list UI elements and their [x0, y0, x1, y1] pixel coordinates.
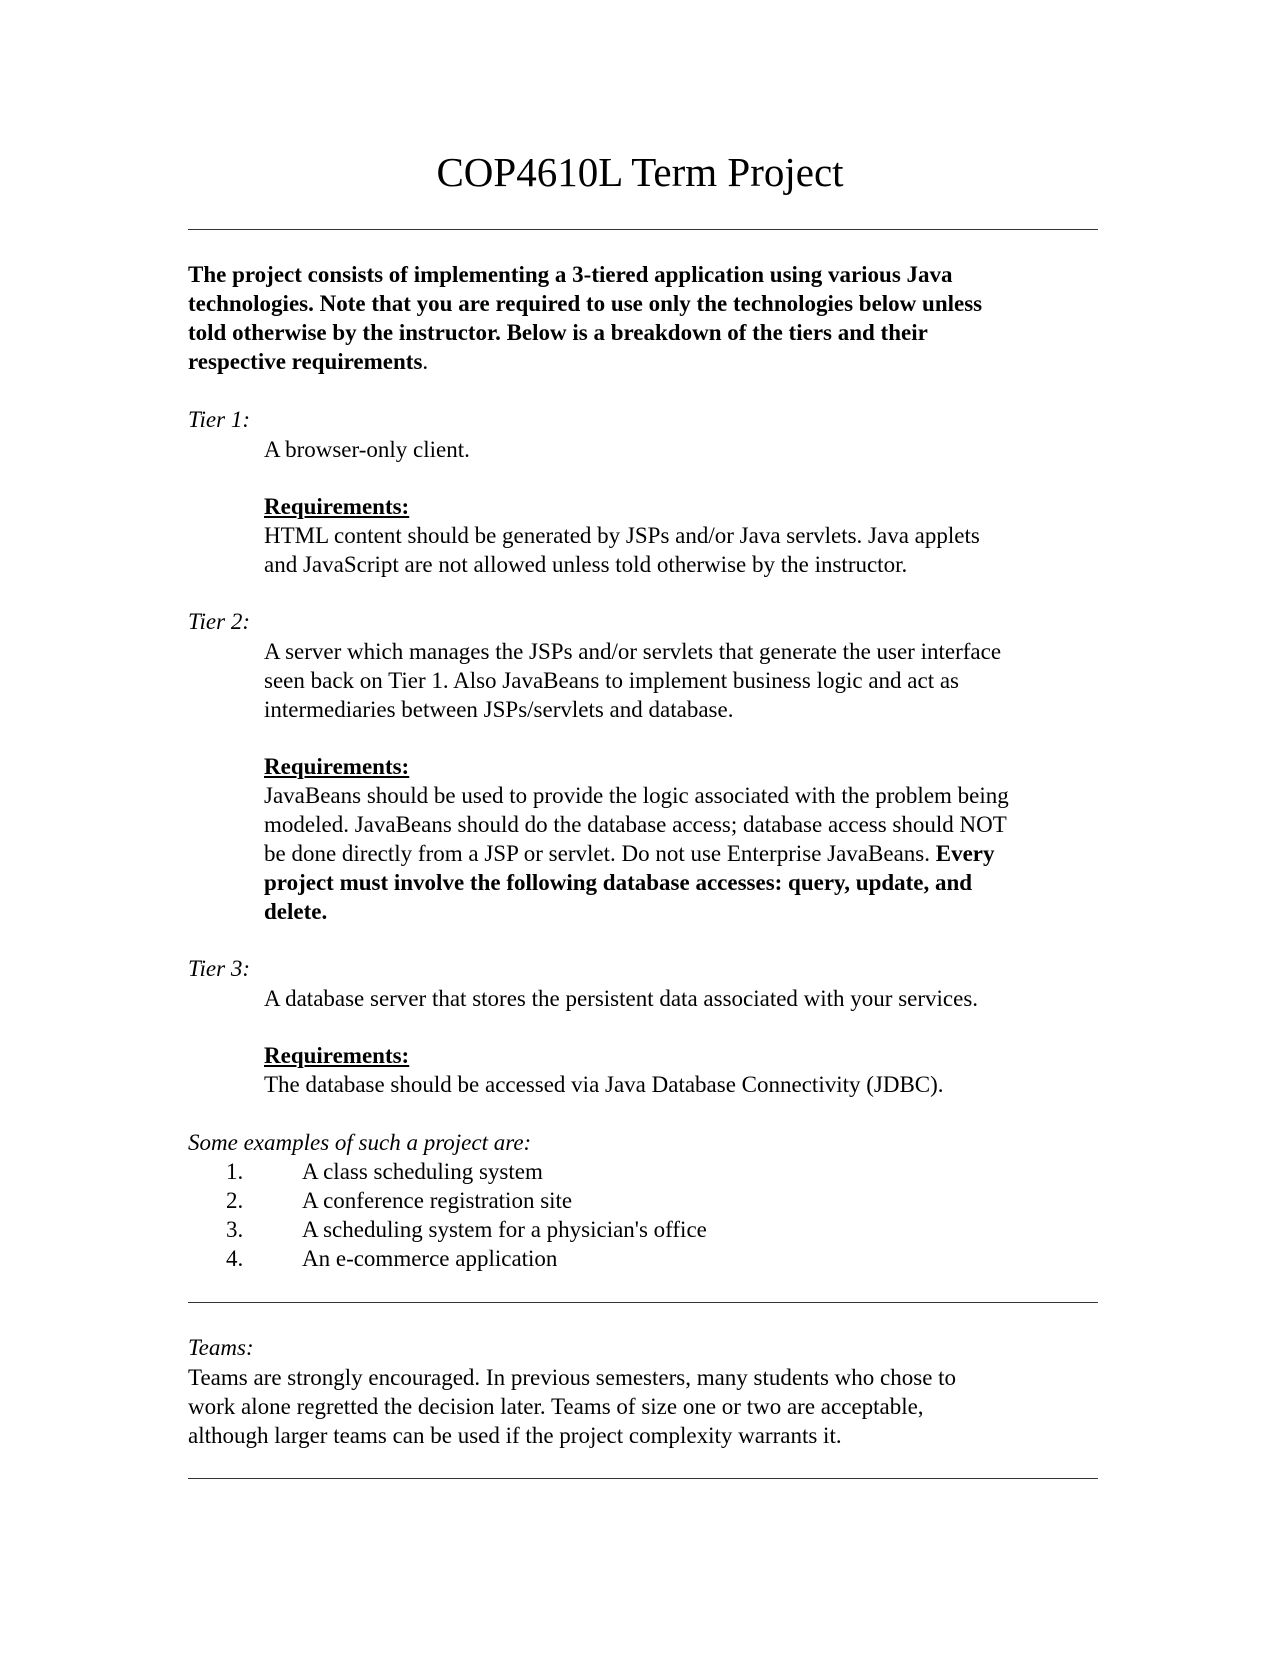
list-item — [226, 1186, 707, 1215]
requirement-bold: project must involve the following database accesses: query, update, and — [264, 870, 973, 895]
tier2-label: Tier 2: — [188, 609, 250, 634]
requirements-heading: Requirements: — [264, 1043, 410, 1068]
teams-line: although larger teams can be used if the project complexity warrants it. — [188, 1423, 842, 1448]
tier3-requirements — [264, 1041, 944, 1099]
divider — [188, 1478, 1098, 1479]
requirement-bold: delete. — [264, 899, 328, 924]
requirements-heading: Requirements: — [264, 754, 410, 779]
list-number: 2. — [226, 1188, 244, 1213]
teams-label: Teams: — [188, 1335, 254, 1360]
requirement-line: and JavaScript are not allowed unless told otherwise by the instructor. — [264, 552, 908, 577]
description-line: A server which manages the JSPs and/or servlets that generate the user interface — [264, 639, 1002, 664]
intro-period: . — [422, 349, 429, 374]
intro-paragraph — [188, 260, 982, 376]
intro-line: told otherwise by the instructor. Below is a breakdown of the tiers and their — [188, 320, 928, 345]
list-text: A conference registration site — [302, 1188, 573, 1213]
list-number: 4. — [226, 1246, 244, 1271]
requirement-line: be done directly from a JSP or servlet. Do not use Enterprise JavaBeans. — [264, 841, 936, 866]
requirement-line: The database should be accessed via Java Database Connectivity (JDBC). — [264, 1072, 944, 1097]
tier2-requirements — [264, 752, 1009, 926]
requirement-line: JavaBeans should be used to provide the logic associated with the problem being — [264, 783, 1009, 808]
list-number: 3. — [226, 1217, 244, 1242]
tier1-label: Tier 1: — [188, 407, 250, 432]
list-text: A class scheduling system — [302, 1159, 543, 1184]
list-item — [226, 1244, 707, 1273]
intro-line: respective requirements — [188, 349, 423, 374]
examples-list — [226, 1157, 707, 1273]
list-text: An e-commerce application — [302, 1246, 558, 1271]
list-item — [226, 1215, 707, 1244]
requirement-line: HTML content should be generated by JSPs and/or Java servlets. Java applets — [264, 523, 980, 548]
page-title: COP4610L Term Project — [436, 149, 844, 195]
requirement-line: modeled. JavaBeans should do the database access; database access should NOT — [264, 812, 1007, 837]
tier1-description: A browser-only client. — [264, 437, 470, 462]
list-text: A scheduling system for a physician's office — [302, 1217, 707, 1242]
requirement-bold: Every — [935, 841, 995, 866]
tier3-description: A database server that stores the persistent data associated with your services. — [264, 986, 979, 1011]
tier2-description — [264, 637, 1001, 724]
tier3-label: Tier 3: — [188, 956, 250, 981]
tier1-requirements — [264, 492, 980, 579]
teams-paragraph — [188, 1363, 956, 1450]
requirements-heading: Requirements: — [264, 494, 410, 519]
divider — [188, 229, 1098, 230]
divider — [188, 1302, 1098, 1303]
description-line: seen back on Tier 1. Also JavaBeans to implement business logic and act as — [264, 668, 959, 693]
intro-line: technologies. Note that you are required to use only the technologies below unless — [188, 291, 983, 316]
teams-line: Teams are strongly encouraged. In previous semesters, many students who chose to — [188, 1365, 957, 1390]
teams-line: work alone regretted the decision later. Teams of size one or two are acceptable, — [188, 1394, 924, 1419]
intro-line: The project consists of implementing a 3-tiered application using various Java — [188, 262, 953, 287]
list-item — [226, 1157, 707, 1186]
list-number: 1. — [226, 1159, 244, 1184]
examples-label: Some examples of such a project are: — [188, 1130, 532, 1155]
description-line: intermediaries between JSPs/servlets and database. — [264, 697, 734, 722]
